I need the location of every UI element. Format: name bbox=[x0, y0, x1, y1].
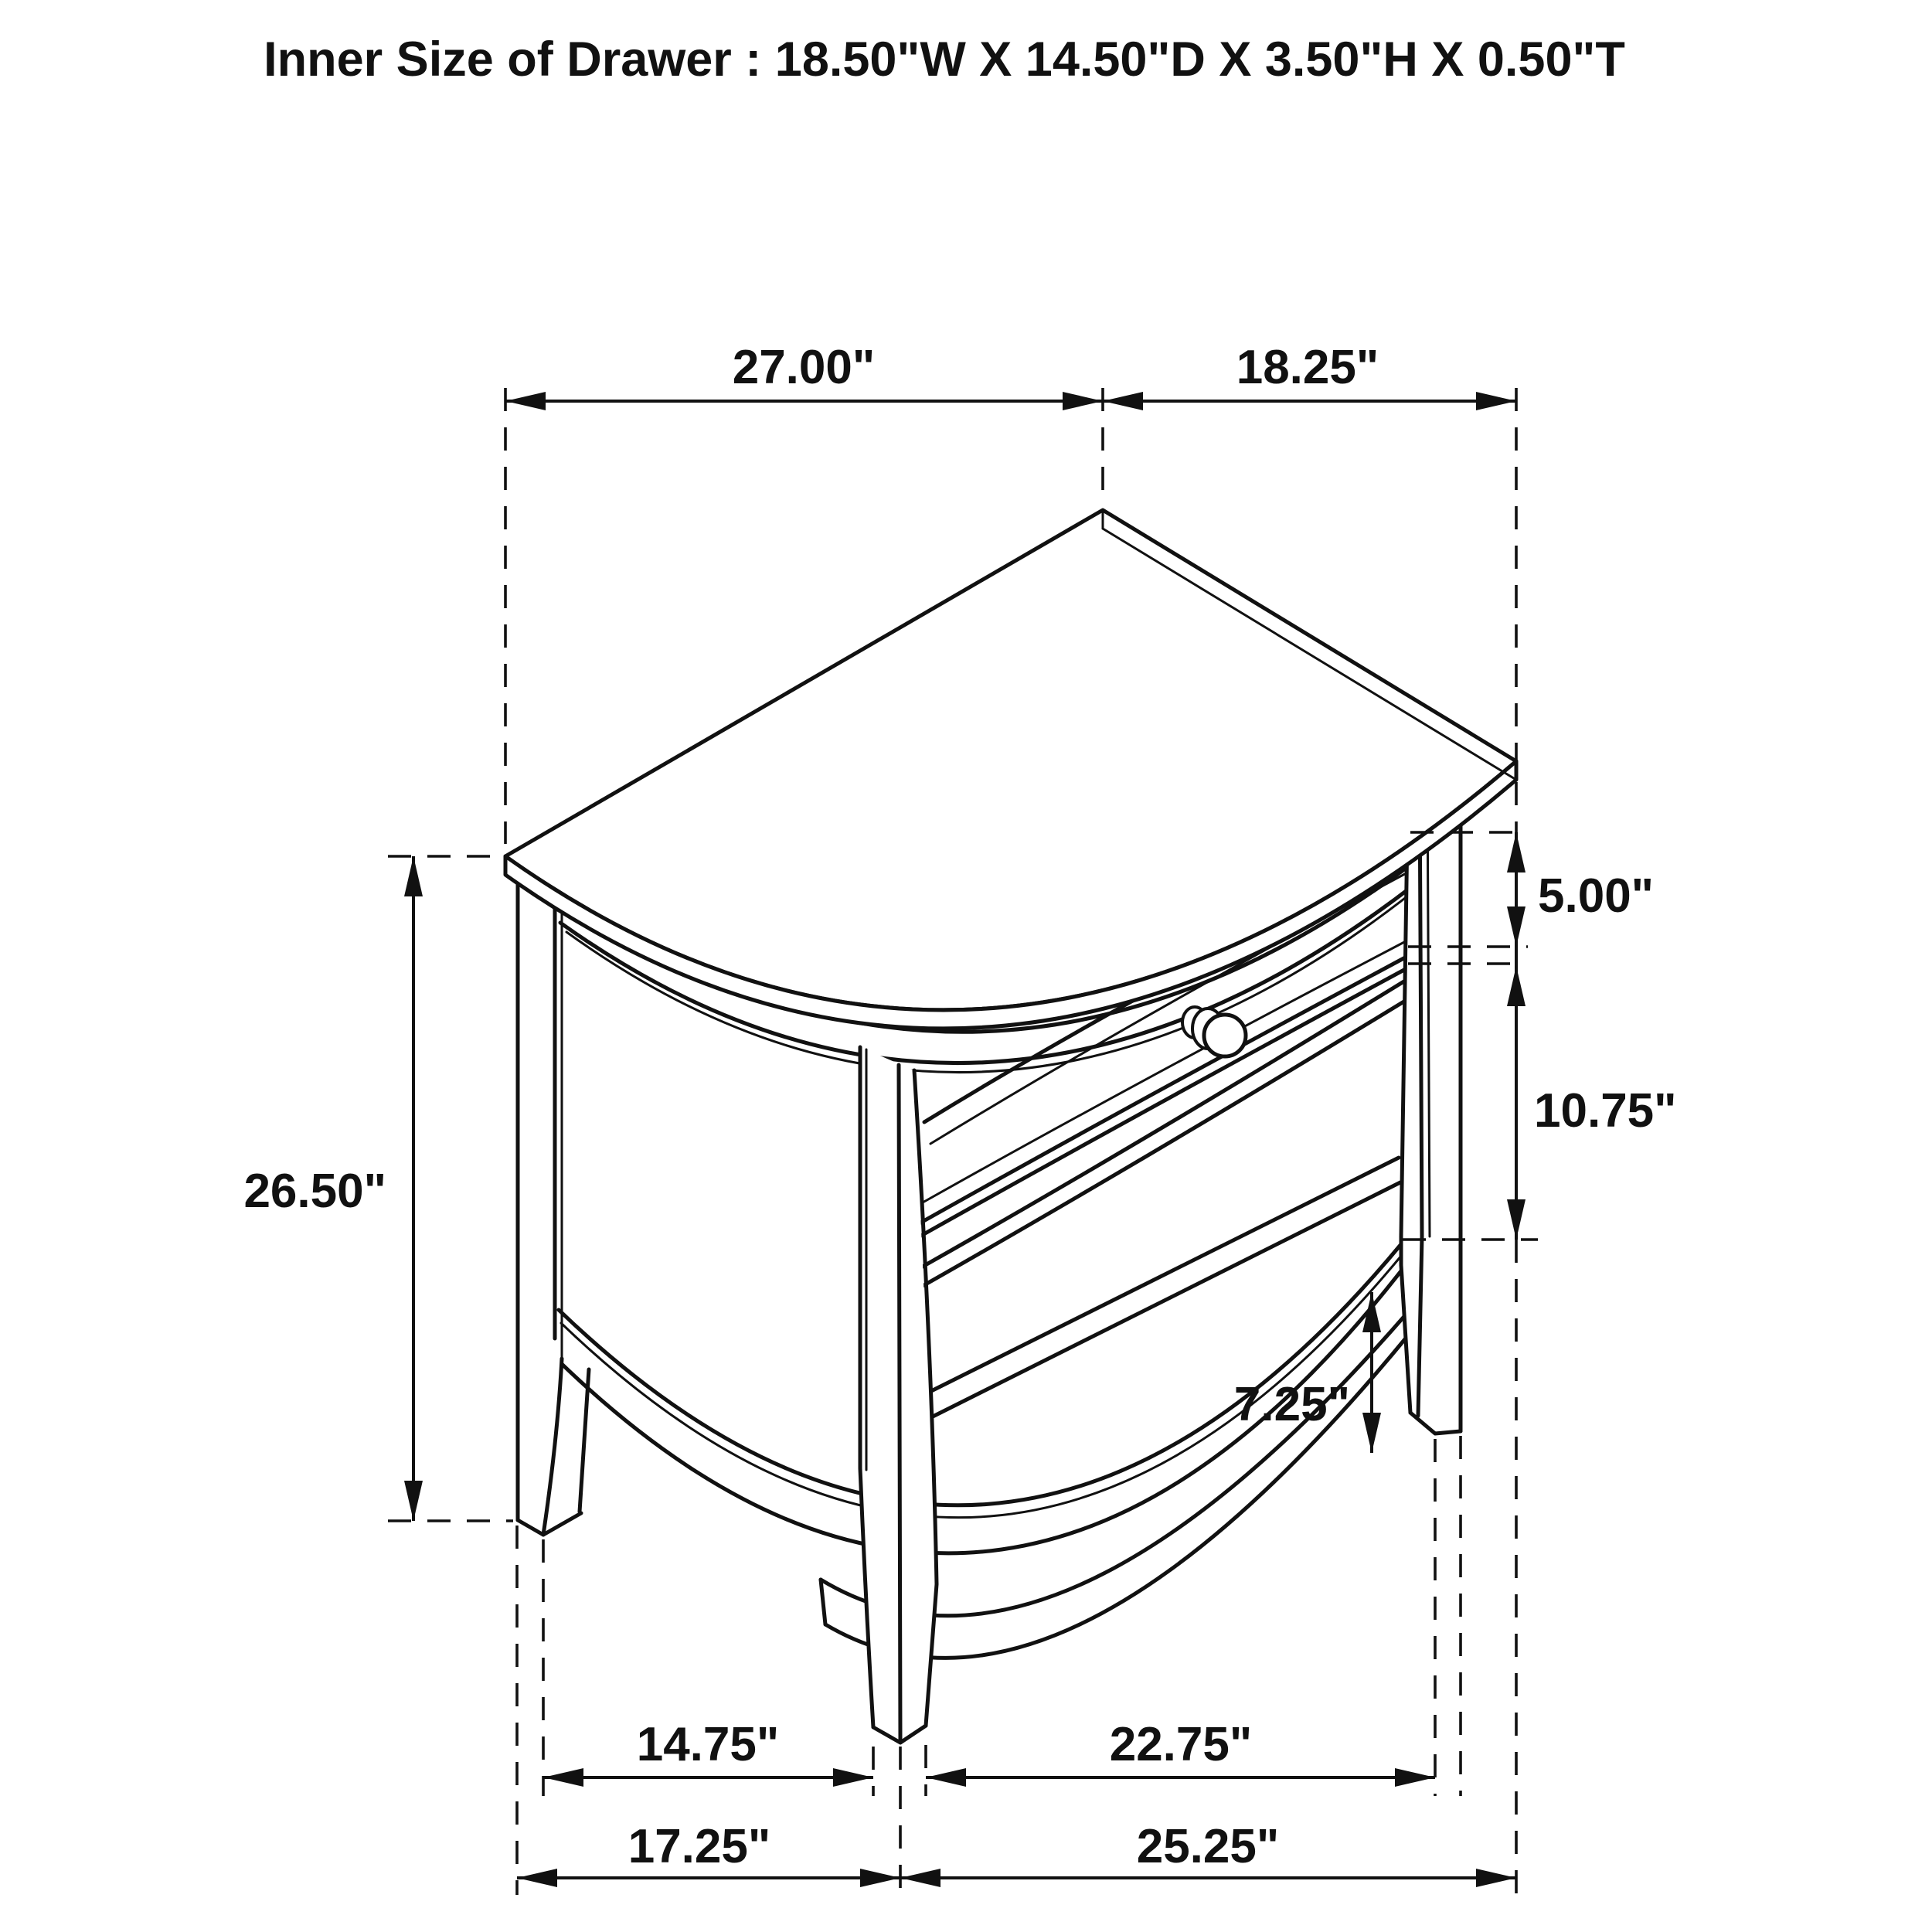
dim-label-shelf-clearance: 7.25" bbox=[1233, 1378, 1350, 1431]
table-top-surface bbox=[505, 510, 1516, 1010]
nightstand-drawing bbox=[505, 510, 1516, 1743]
bottom-stretcher-end-cap bbox=[821, 1580, 825, 1624]
drawer-knob-icon bbox=[1182, 1007, 1246, 1056]
right-leg bbox=[1401, 777, 1461, 1434]
left-leg bbox=[518, 877, 589, 1535]
page-title: Inner Size of Drawer : 18.50"W X 14.50"D X 3.50"H X 0.50"T bbox=[264, 32, 1625, 87]
dim-label-base-left: 17.25" bbox=[628, 1820, 771, 1873]
dim-label-drawer-height: 5.00" bbox=[1538, 869, 1655, 923]
dim-label-feet-right: 22.75" bbox=[1109, 1718, 1253, 1771]
knob-face bbox=[1204, 1015, 1246, 1056]
dim-label-opening-height: 10.75" bbox=[1534, 1084, 1677, 1138]
front-leg-corner-edge bbox=[899, 1065, 900, 1741]
dim-label-feet-left: 14.75" bbox=[636, 1718, 780, 1771]
front-leg bbox=[860, 1047, 937, 1743]
dim-label-base-right: 25.25" bbox=[1136, 1820, 1280, 1873]
dim-label-top-width-right: 18.25" bbox=[1236, 341, 1379, 394]
right-leg-fill bbox=[1401, 777, 1461, 1434]
table-top bbox=[505, 510, 1516, 1029]
dim-label-top-width-left: 27.00" bbox=[732, 341, 876, 394]
dim-label-overall-height: 26.50" bbox=[243, 1165, 386, 1218]
